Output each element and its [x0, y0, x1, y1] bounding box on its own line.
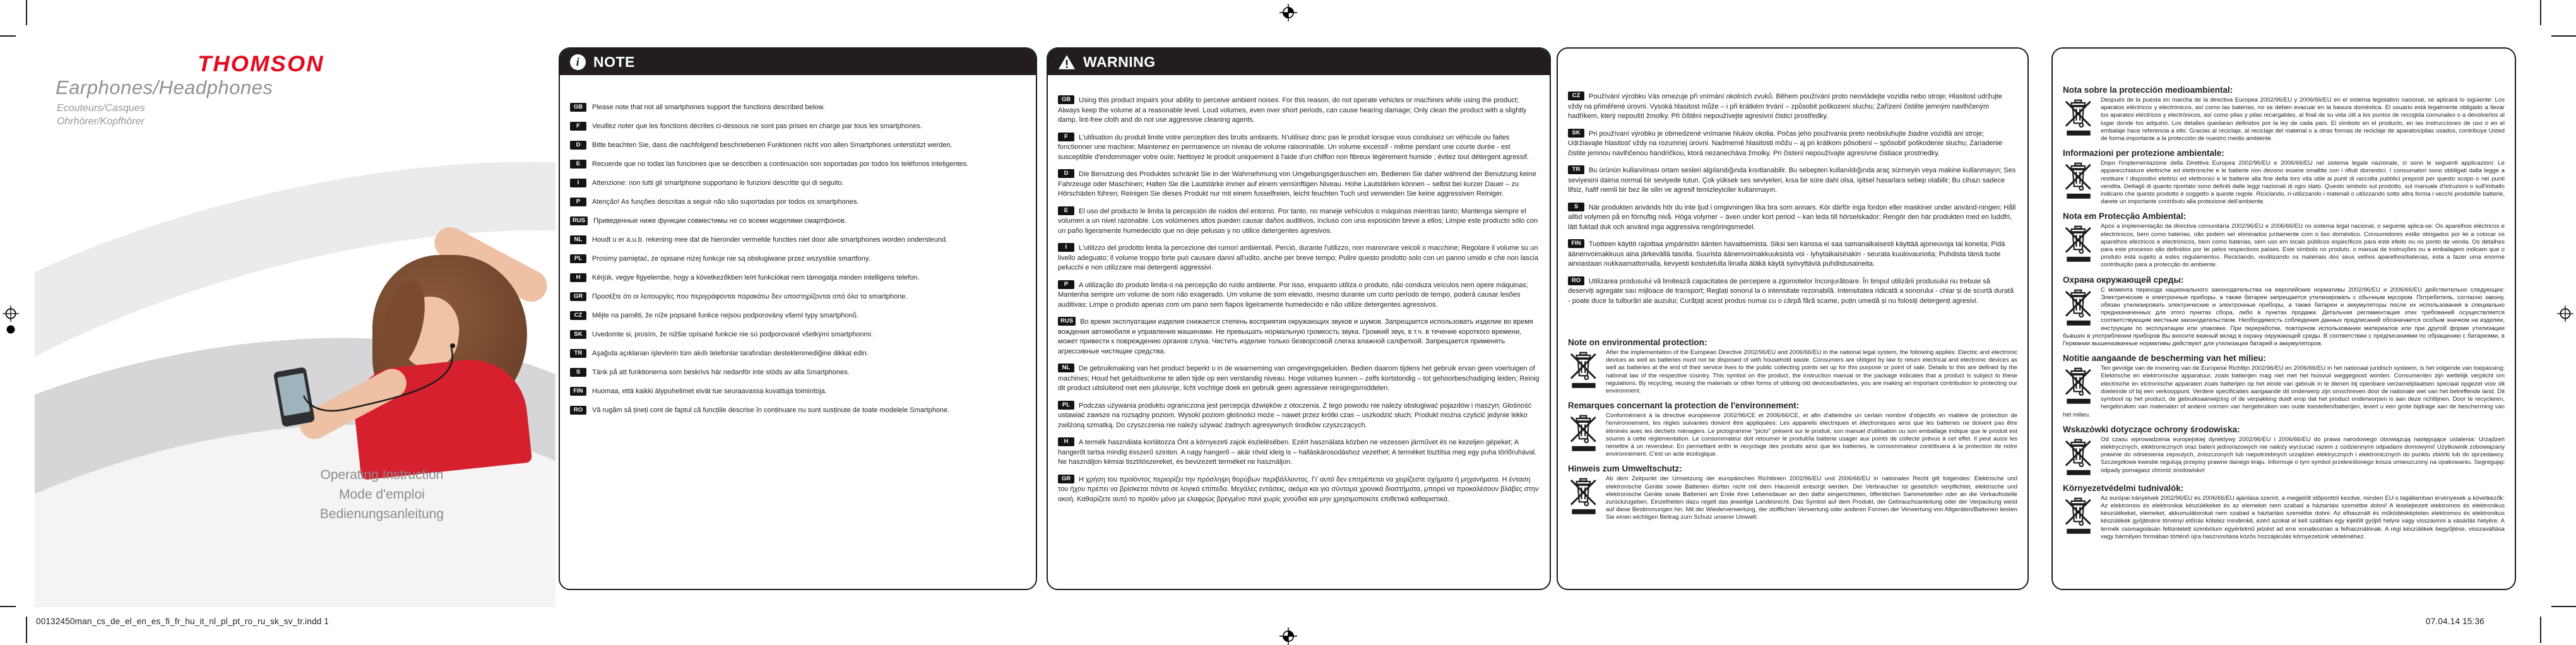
warning-paragraph	[1568, 165, 2017, 196]
env-note-list-2	[2053, 49, 2515, 541]
registration-mark-left	[3, 305, 19, 322]
note-row	[570, 198, 1027, 207]
crop-mark	[2551, 606, 2576, 607]
env-note-section	[1568, 464, 2017, 521]
env-note-heading: Notitie aangaande de bescherming van het milieu:	[2063, 353, 2266, 364]
instruction-line: Operating Instruction	[320, 468, 444, 482]
note-row	[570, 160, 1027, 169]
language-badge: P	[1058, 280, 1074, 289]
language-badge: PL	[570, 254, 586, 263]
note-panel-header	[560, 49, 1036, 75]
warning-paragraph	[1568, 203, 2017, 233]
warning-triangle-icon	[1058, 54, 1076, 70]
note-row	[570, 216, 1027, 226]
warning-paragraph	[1058, 133, 1540, 163]
env-note-body	[2063, 160, 2505, 206]
note-row	[570, 368, 1027, 377]
cover-page	[35, 0, 555, 607]
crop-mark	[0, 606, 16, 607]
language-badge: H	[570, 273, 586, 282]
warning-text: Η χρήση του προϊόντος περιορίζει την πρόσληψη θορύβων περιβάλλοντος. Γι' αυτό δεν επιτρέπεται να χειρίζεστε οχήματα ή μηχανήματα. Η ένταση του ήχου πρέπει να βρίσκεται πάντα σε λογικά επίπεδα. Μεγάλες εντάσεις, ακόμα και για σύντομα χρονικά διαστήματα, μπορεί να προκαλέσουν βλάβες στην ακοή. Καθαρίζετε αυτό το προϊόν μόνο με ελαφρώς βρεγμένο πανί χωρίς χνούδια και μην χρησιμοποιείτε επιθετικά καθαριστικά.	[1058, 475, 1539, 503]
warning-panel-title: WARNING	[1083, 53, 1156, 70]
language-badge: RUS	[1058, 317, 1076, 326]
env-note-section	[2063, 211, 2505, 269]
env-note-heading: Охрана окружающей среды:	[2063, 275, 2184, 285]
note-text: Huomaa, että kaikki älypuhelimet eivät tue seuraavassa kuvattuja toimintoja.	[592, 388, 827, 395]
weee-crossed-bin-icon	[2064, 366, 2093, 405]
env-note-heading: Remarques concernant la protection de l'environnement:	[1568, 401, 1800, 411]
env-note-text: After the implementation of the European Directive 2002/96/EU and 2006/66/EU in the national legal system, the following applies: Electric and electronic devices as well as batteries must not be disposed of with household waste. Consumers are obliged by law to return electrical and electronic devices as well as batteries at the end of their service lives to the public collecting points set up for this purpose or point of sale. Details to this are defined by the national law of the respective country. This symbol on the product, the instruction manual or the package indicates that a product is subject to these regulations. By recycling, reusing the materials or other forms of utilising old devices/batteries, you are making an important contribution to protecting our environment.	[1606, 349, 2017, 395]
weee-crossed-bin-icon	[2064, 496, 2093, 535]
language-badge: GR	[1058, 475, 1074, 483]
warning-paragraph	[1058, 475, 1540, 505]
registration-mark-bottom	[1279, 627, 1297, 645]
env-note-section	[2063, 148, 2505, 206]
environment-panel	[2051, 47, 2516, 590]
instruction-line: Mode d'emploi	[339, 487, 425, 502]
env-note-body	[1568, 349, 2017, 395]
language-badge: FIN	[1568, 239, 1584, 248]
warning-paragraph	[1058, 280, 1540, 311]
note-row	[570, 179, 1027, 188]
warning-text: När produkten används hör du inte ljud i omgivningen lika bra som annars. Kör därför inga fordon eller maskiner under använd-ningen; Håll alltid volymen på en förnuftig nivå. Höga volymer – även under kort period – kan leda till hörselskador; Rengör den här produkten med en luddfri, lätt fuktad duk och använd inga aggressiva rengöringsmedel.	[1568, 203, 2016, 231]
env-note-heading: Nota em Protecção Ambiental:	[2063, 211, 2187, 222]
env-note-heading: Informazioni per protezione ambientale:	[2063, 148, 2224, 158]
note-row	[570, 349, 1027, 358]
env-note-text: Od czasu wprowadzenia europejskiej dyrektywy 2002/96/EU i 2006/66/EU do prawa narodowego obowiązują następujące ustalenia: Urządzeń elektrycznych, elektronicznych oraz baterii jednorazowych nie należy wyrzucać razem z codziennymi odpadami domowymi! Użytkownik zobowiązany prawnie do odniesienia zepsutych, zniszczonych lub niepotrzebnych urządzeń elektrycznych i elektronicznych do punktu zbiórki lub do sprzedawcy. Szczegółowe kwestie regulują przepisy prawne danego kraju. Informuje o tym symbol przekreślonego kosza umieszczony na opakowaniu. Segregując odpady pomagasz chronić środowisko!	[2101, 435, 2505, 474]
note-row	[570, 122, 1027, 131]
env-note-body	[2063, 223, 2505, 269]
language-badge: H	[1058, 437, 1074, 446]
note-row	[570, 235, 1027, 245]
env-note-body	[1568, 412, 2017, 458]
language-badge: SK	[570, 330, 586, 339]
env-note-section	[2063, 275, 2505, 348]
note-text: Bitte beachten Sie, dass die nachfolgend beschriebenen Funktionen nicht von allen Smartphones unterstützt werden.	[592, 141, 953, 149]
warning-continuation-panel	[1557, 47, 2029, 590]
product-title-german: Ohrhörer/Kopfhörer	[57, 116, 145, 127]
env-note-text: Conformément à la directive européenne 2002/96/CE et 2006/66/CE, et afin d'atteindre un certain nombre d'objectifs en matière de protection de l'environnement, les règles suivantes doivent être appliquées: Les appareils électriques et électroniques ainsi que les batteries ne doivent pas être éliminés avec les déchets ménagers. Le pictogramme "picto" présent sur le produit, son manuel d'utilisation ou son emballage indique que le produit est soumis à cette réglementation. Le consommateur doit retourner le produit/la batterie usager aux points de collecte prévus à cet effet. Il peut aussi les remettre à un revendeur. En permettant enfin le recyclage des produits ainsi que les batteries, le consommateur contribuera à la protection de notre environnement. C'est un acte écologique.	[1606, 412, 2017, 458]
env-note-section	[2063, 85, 2505, 143]
note-row	[570, 273, 1027, 283]
warning-paragraph	[1568, 92, 2017, 122]
env-note-section	[2063, 353, 2505, 418]
crop-mark	[26, 617, 27, 643]
note-text: Veuillez noter que les fonctions décrites ci-dessous ne sont pas prises en charge par tous les smartphones.	[592, 122, 922, 130]
env-note-body	[2063, 495, 2505, 541]
note-panel-title: NOTE	[593, 53, 635, 70]
weee-crossed-bin-icon	[1569, 476, 1598, 516]
warning-text: Používání výrobku Vás omezuje při vnímání okolních zvuků. Během používání proto neovládejte vozidla nebo stroje; Hlasitost udržujte vždy na přiměřené úrovni. Vysoká hlasitost může – i při krátkém trvání – způsobit poškození sluchu; Zařízení čistěte jemným navlhčeným hadříkem, který nepouští žmolky. Při čištění nepoužívejte agresivní čisticí prostředky.	[1568, 93, 2002, 120]
language-badge: D	[1058, 169, 1074, 178]
note-text: Προσέξτε ότι οι λειτουργίες που περιγράφονται παρακάτω δεν υποστηρίζονται από όλα τα smartphone.	[592, 293, 908, 300]
env-note-body	[2063, 287, 2505, 348]
crop-mark	[26, 0, 27, 25]
weee-crossed-bin-icon	[2064, 288, 2093, 327]
note-text: Uvedomte si, prosím, že nižšie opísané funkcie nie sú podporované všetkými smartphonmi.	[592, 331, 874, 338]
warning-text: Die Benutzung des Produktes schränkt Sie in der Wahrnehmung von Umgebungsgeräuschen ein. Bedienen Sie daher während der Benutzung keine Fahrzeuge oder Maschinen; Halten Sie die Lautstärke immer auf einem vernünftigen Niveau. Hohe Lautstärken können – selbst bei kurzer Dauer – zu Hörschäden führen; Reinigen Sie dieses Produkt nur mit einem fusselfreien, leicht feuchten Tuch und verwenden Sie keine aggressiven Reiniger.	[1058, 170, 1536, 198]
warning-text: Во время эксплуатации изделия снижается степень восприятия окружающих звуков и шумов. Запрещается использовать изделие во время вождения автомобиля и управления машинами. Не превышать нормальную громкость звука. Громкий звук, в т.ч. в течение короткого времени, может привести к повреждению органов слуха. Чистить изделие только безворсовой слегка влажной салфеткой. Запрещается применять агрессивные чистящие средства.	[1058, 318, 1533, 355]
note-text: Prosimy pamiętać, że opisane niżej funkcje nie są obsługiwane przez wszystkie smartfony.	[592, 255, 870, 263]
note-text: Приведенные ниже функции совместимы не со всеми моделями смартфонов.	[593, 217, 846, 225]
language-badge: GB	[570, 103, 586, 112]
language-badge: E	[570, 160, 586, 169]
language-badge: RO	[570, 406, 586, 415]
env-note-heading: Wskazówki dotyczące ochrony środowiska:	[2063, 424, 2240, 434]
product-title-french: Ecouteurs/Casques	[57, 103, 145, 114]
env-note-text: Ten gevolge van de invoering van de Europese Richtlijn 2002/96/EU en 2006/66/EU in het nationaal juridisch systeem, is het volgende van toepassing: Elektrische en elektronische apparatuur, zoals batterijen mag niet met het huisvuil weggegooid worden. Consumenten zijn wettelijk verplicht om electrische en elctronische apparaten zoals batterijen op het einde van gebruik in te dienen bij openbare verzamelplaatsen speciaal opgezet voor dit doeleinde of bij een verkooppunt. Verdere specificaties aangaande dit onderwerp zijn omschreven door de nationale wet van het betreffende land. Dit symbool op het product, de gebruiksaanwijzing of de verpakking duidt erop dat het product onderworpen is aan deze richtlijnen. Door te recycleren, hergebruiken van materialen of andere vormen van hergebruiken van oude toestellen/batterijen, levert u een grote bijdrage aan de bescherming van het milieu.	[2063, 365, 2505, 418]
warning-paragraph	[1058, 401, 1540, 431]
language-badge: PL	[1058, 401, 1074, 410]
warning-text: El uso del producto le limita la percepción de ruidos del entorno. Por tanto, no maneje vehículos o máquinas mientras tanto; Mantenga siempre el volumen a un nivel razonable. Los volúmenes altos pueden causar daños auditivos, incluso con una exposición breve a ellos; Limpie este producto sólo con un paño ligeramente humedecido que no deje pelusas y no utilice detergentes agresivos.	[1058, 207, 1538, 235]
warning-paragraph	[1568, 129, 2017, 159]
language-badge: GR	[570, 292, 586, 301]
language-badge: NL	[1058, 364, 1074, 372]
warning-text: A utilização do produto limita-o na percepção do ruído ambiente. Por isso, enquanto utiliza o produto, não conduza veículos nem opere máquinas; Mantenha sempre um volume de som não exagerado. Um volume de som elevado, mesmo durante um curto período de tempo, poderá causar lesões auditivas; Limpe o produto apenas com um pano sem fiapos ligeiramente humedecido e não utilize detergentes agressivos.	[1058, 281, 1528, 309]
note-text: Kérjük, vegye figyelembe, hogy a következőkben leírt funkciókat nem támogatja minden intelligens telefon.	[592, 274, 920, 281]
registration-mark-top	[1279, 4, 1297, 21]
warning-paragraph	[1568, 276, 2017, 307]
language-badge: F	[570, 122, 586, 131]
env-note-heading: Note on environmental protection:	[1568, 338, 1707, 347]
warning-text: Podczas używania produktu ograniczona jest percepcja dźwięków z otoczenia. Z tego powodu nie należy obsługiwać pojazdów i maszyn; Głośność ustawiać zawsze na rozsądny poziom. Wysoki poziom głośności może – nawet przez krótki czas – uszkodzić słuch; Produkt można czyścić jedynie lekko zwilżoną szmatką. Do czyszczenia nie należy używać żadnych agresywnych środków czyszczących.	[1058, 401, 1532, 429]
note-row	[570, 292, 1027, 302]
crop-mark	[2551, 35, 2576, 37]
warning-paragraph	[1568, 239, 2017, 269]
language-badge: S	[570, 368, 586, 377]
language-badge: RUS	[570, 216, 588, 225]
note-text: Houdt u er a.u.b. rekening mee dat de hieronder vermelde functies niet door alle smartphones worden ondersteund.	[592, 236, 948, 244]
note-text: Attenzione: non tutti gli smartphone supportano le funzioni descritte qui di seguito.	[592, 179, 844, 187]
woman-listening-photo	[243, 260, 555, 471]
warning-text: Using this product impairs your ability to perceive ambient noises. For this reason, do not operate vehicles or machines while using the product; Always keep the volume at a reasonable level. Loud volumes, even over short periods, can cause hearing damage; Only clean the product with a slightly damp, lint-free cloth and do not use aggressive cleaning agents.	[1058, 97, 1527, 124]
weee-crossed-bin-icon	[1569, 413, 1598, 453]
note-text: Please note that not all smartphones support the functions described below.	[592, 104, 825, 111]
warning-paragraph	[1058, 317, 1540, 357]
warning-text: Tuotteen käyttö rajoittaa ympäristön äänten havaitsemista. Siksi sen kanssa ei saa samanaikaisesti käyttää ajoneuvoja tai koneita; Pidä äänenvoimakkuus aina järkevällä tasolla. Suurista äänenvoimakkuuksista voi - lyhytaikaisinakin - seurata kuulovaurioita; Puhdista tämä tuote ainoastaan nukkaamattomalla, kevyesti kostutetulla liinalla äläkä käytä syövyttäviä puhdistusaineita.	[1568, 240, 2005, 268]
language-badge: F	[1058, 133, 1074, 141]
language-badge: CZ	[570, 311, 586, 320]
crop-mark	[2540, 0, 2541, 25]
warning-panel	[1047, 47, 1551, 590]
warning-text: Utilizarea produsului vă limitează capacitatea de percepere a zgomotelor înconjurătoare. În timpul utilizării produsului nu trebuie să deserviți agregate sau mijloace de transport; Reglați sonorul la o intensitate rezonabilă. Intensitatea ridicată a sonorului - chiar și de scurtă durată - poate duce la tulburări ale auzului; Curățați acest produs numai cu o cârpă fără scame, puțin umedă și nu folosiți detergenți agresivi.	[1568, 277, 2014, 305]
language-badge: S	[1568, 203, 1584, 211]
note-row	[570, 141, 1027, 150]
note-text: Atenção! As funções descritas a seguir não são suportadas por todos os smartphones.	[592, 198, 859, 206]
warning-text: Bu ürünün kullanılması ortam sesleri algılandığında kısıtlanabilir. Bu sebepten kullanıldığında araç sürmeyin veya makine kullanmayın; Ses seviyesini daima normal bir seviyede tutun. Çok yüksek ses seviyeleri, kısa bir süre dahi olsa, işitsel hasarlara sebep olabilir; Bu cihazı sadece lifsiz, hafif nemli bir bez ile silin ve agresif temizleyiciler kullanmayın.	[1568, 167, 2016, 194]
language-badge: P	[570, 198, 586, 206]
language-badge: TR	[570, 349, 586, 358]
warning-text: De gebruikmaking van het product beperkt u in de waarneming van omgevingsgeluiden. Bedien daarom tijdens het gebruik ervan geen voertuigen of machines; Houd het geluidsvolume te allen tijde op een verstandig niveau. Hoge volumes kunnen – zelfs kortstondig – tot gehoorbeschadiging leiden; Reinig dit product uitsluitend met een pluisvrije, licht vochtige doek en gebruik geen agressieve reinigingsmiddelen.	[1058, 365, 1540, 392]
note-row	[570, 254, 1027, 264]
warning-paragraph	[1058, 169, 1540, 199]
env-note-text: Após a implementação da directiva comunitária 2002/96/EU e 2006/66/EU no sistema legal nacional, o seguinte aplica-se: Os aparelhos eléctricos e electrónicos, bem como baterias, não podem ser eliminados juntamente com o lixo doméstico. Consumidores estão obrigados por lei a colocar os aparelhos eléctricos e electrónicos, bem como baterias, sem uso em locais públicos específicos para este efeito ou no ponto de venda. Os detalhes para este processo são definidos por lei pelos respectivos países. Este símbolo no produto, o manual de instruções ou a embalagem indicam que o produto está sujeito a estes regulamentos. Reciclando, reutilizando os materiais dos seus velhos aparelhos/baterias, esta a fazer uma enorme contribuição para a protecção do ambiente.	[2101, 223, 2505, 269]
document-slug: 00132450man_cs_de_el_en_es_fi_fr_hu_it_nl_pl_pt_ro_ru_sk_sv_tr.indd 1	[36, 617, 329, 626]
weee-crossed-bin-icon	[2064, 437, 2093, 476]
env-note-text: Dopo l'implementazione della Direttiva Europea 2002/96/EU e 2006/66/EU nel sistema legale nazionale, ci sono le seguenti applicazioni: Le apparecchiature elettriche ed elettroniche e le batterie non devono essere smaltite con i rifiuti domestici. I consumatori sono obbligati dalla legge a restituire I dispositivi elettrici ed elettronici e le batterie alla fine della loro vita utile ai punti di raccolta pubblici preposti per questo scopo o nei punti vendita. Dettagli di quanto riportato sono definiti dalle leggi nazionali di ogni stato. Questo simbolo sul prodotto, sul manuale d'istruzioni o sull'imballo indicano che questo prodotto è soggetto a queste regole. Riciclando, ri-utilizzando i materiali o utilizzando sotto altra forma i vecchi prodotti/le batterie, darete un importante contributo alla protezione dell'ambiente.	[2101, 160, 2505, 206]
env-note-body	[1568, 475, 2017, 521]
env-note-body	[2063, 436, 2505, 475]
language-badge: E	[1058, 206, 1074, 215]
note-text: Mějte na paměti, že níže popsané funkce nejsou podporovány všemi typy smartphonů.	[592, 312, 858, 319]
language-badge: CZ	[1568, 92, 1584, 100]
language-badge: TR	[1568, 165, 1584, 174]
instruction-line: Bedienungsanleitung	[319, 507, 444, 521]
earphone-cable	[243, 260, 555, 471]
language-badge: FIN	[570, 387, 586, 396]
env-note-heading: Környezetvédelmi tudnivalók:	[2063, 483, 2184, 493]
warning-paragraph	[1058, 206, 1540, 237]
warning-text: Pri používaní výrobku je obmedzené vnímanie hlukov okolia. Počas jeho používania preto neobsluhujte žiadne vozidlá ani stroje; Udržiavajte hlasitosť vždy na rozumnej úrovni. Nadmerné hlasitosti môžu – aj pri krátkom pôsobení – spôsobiť poškodenie sluchu; Zariadenie čistite jemnou navlhčenou handričkou, ktorá nezanecháva žmolky. Pri čistení nepoužívajte agresívne čistiace prostriedky.	[1568, 129, 2003, 157]
warning-paragraph	[1058, 95, 1540, 126]
env-note-section	[1568, 338, 2017, 395]
note-text: Aşağıda açıklanan işlevlerin tüm akıllı telefonlar tarafından desteklenmediğine dikkat edin.	[592, 350, 869, 357]
note-row	[570, 311, 1027, 321]
note-row	[570, 387, 1027, 396]
env-note-body	[2063, 365, 2505, 418]
env-note-text: Ab dem Zeitpunkt der Umsetzung der europäischen Richtlinien 2002/96/EU und 2006/66/EU in nationales Recht gilt folgendes: Elektrische und elektronische Geräte sowie Batterien dürfen nicht mit dem Hausmüll entsorgt werden. Der Verbraucher ist gesetzlich verpflichtet, elektrische und elektronische Geräte sowie Batterien am Ende ihrer Lebensdauer an den dafür eingerichteten, öffentlichen Sammelstellen oder an die Verkaufsstelle zurückzugeben. Einzelheiten dazu regelt das jeweilige Landesrecht. Das Symbol auf dem Produkt, der Gebrauchsanleitung oder der Verpackung weist auf diese Bestimmungen hin. Mit der Wiederverwertung, der stofflichen Verwertung oder anderen Formen der Verwertung von Altgeräten/Batterien leisten Sie einen wichtigen Beitrag zum Schutz unserer Umwelt.	[1606, 475, 2017, 521]
warning-paragraph-list	[1048, 75, 1550, 504]
crop-mark	[0, 35, 16, 37]
warning-text: L'utilizzo del prodotto limita la percezione dei rumori ambientali. Perciò, durante l'utilizzo, non manovrare veicoli o macchine; Regolare il volume su un livello adeguato; Il volume troppo forte può causare danni all'udito, anche per breve tempo; Pulire questo prodotto solo con un panno umido e che non lascia pelucchi e non utilizzare mai detergenti aggressivi.	[1058, 244, 1538, 271]
env-note-heading: Hinweis zum Umweltschutz:	[1568, 464, 1682, 474]
language-badge: I	[570, 179, 586, 187]
env-note-text: Después de la puesta en marcha de la directiva Europea 2002/96/EU y 2006/66/EU en el sistema legislativo nacional, se aplicará lo siguiente: Los aparatos eléctricos y electrónicos, así como las baterías, no se deben evacuar en la basura doméstica. El usuario está legalmente obligado a llevar los aparatos eléctricos y electrónicos, así como pilas y pilas recargables, al final de su vida útil a los puntos de recogida comunales o a devolverlos al lugar donde los adquirió. Los detalles quedaran definidos por la ley de cada país. El símbolo en el producto, en las instrucciones de uso o en el embalaje hace referencia a ello. Gracias al reciclaje, al reciclaje del material o a otras formas de reciclaje de aparatos/pilas usados, contribuye Usted de forma importante a la protección de nuestro medio ambiente.	[2101, 97, 2505, 143]
print-timestamp: 07.04.14 15:36	[2426, 617, 2484, 626]
language-badge: NL	[570, 235, 586, 244]
language-badge: GB	[1058, 95, 1074, 104]
env-note-section	[2063, 483, 2505, 541]
crop-mark	[2540, 617, 2541, 643]
language-badge: RO	[1568, 276, 1584, 285]
note-panel	[559, 47, 1037, 590]
weee-crossed-bin-icon	[2064, 98, 2093, 137]
note-row	[570, 330, 1027, 340]
note-language-list	[560, 75, 1036, 415]
warning-paragraph	[1058, 243, 1540, 273]
note-row	[570, 406, 1027, 415]
note-text: Vă rugăm să țineți cont de faptul că funcțiile descrise în continuare nu sunt susținute de toate modelele Smartphone.	[592, 406, 950, 414]
warning-text: A termék használata korlátozza Önt a környezeti zajok észlelésében. Ezért használata közben ne vezessen járművet és ne kezeljen gépeket; A hangerőt tartsa mindig ésszerű szinten. A nagy hangerő – akár rövid ideig is – halláskárosodáshoz vezethet; A terméket tisztítsa meg egy puha törlőruhával. Ne használjon kémiai tisztítószereket, és bevizezett terméket ne használjon.	[1058, 439, 1537, 466]
warning-panel-header	[1048, 49, 1550, 75]
weee-crossed-bin-icon	[2064, 224, 2093, 263]
warning-paragraph-list-2	[1558, 49, 2027, 522]
env-note-text: Az európai irányelvek 2002/96/EU és 2006/66/EU ajánlása szerint, a megjelölt időponttól kezdve, minden EU-s tagállamban érvényesek a következők: Az elektromos és elektronikai készülékeket és az elemeket nem szabad a háztartási szemétbe dobni! A leselejtezett elektromos és elektronikus készülékeket, elemeket, akkumulátorokat nem szabad a háztartási szemétbe dobni. Az elhasznált és működésképtelen elektromos és elektronikus készülékek gyűjtésére törvényi előírás kötelez mindenkit, ezért azokat el kell szállítani egy kijelölt gyűjtő helyre vagy visszavinni a vásárlás helyére. A termék csomagolásán feltüntetett szimbólum egyértelmű jelzést ad erre vonatkozóan a felhasználónak. A régi készülékek begyűjtése, visszaváltása vagy bármilyen formában történő újra hasznosítása közös hozzájárulás környezetünk védelméhez.	[2101, 494, 2505, 540]
thomson-logo: THOMSON	[198, 52, 324, 76]
env-note-heading: Nota sobre la protección medioambiental:	[2063, 85, 2233, 95]
warning-paragraph	[1058, 364, 1540, 394]
warning-paragraph	[1058, 437, 1540, 468]
env-note-text: С момента перехода национального законодательства на европейские нормативы 2002/96/EU и 2006/66/EU действительно следующее: Электрические и электронные приборы, а также батареи запрещается утилизировать с обычным мусором. Потребитель, согласно закону, обязан утилизировать электрические и электронные приборы, а также батареи и аккумуляторы после их использования в специально предназначенных для этого пунктах сбора, либо в пунктах продажи. Детальная регламентация этих требований осуществляется соответствующим местным законодательством. Необходимость соблюдения данных предписаний обозначается особым значком на изделии, инструкции по эксплуатации или упаковке. При переработке, повторном использовании материалов или при другой форме утилизации бывших в употреблении приборов Вы вносите важный вклад в охрану окружающей среды. В соответствии с предписаниями по обращению с батареями, в Германии вышеназванные нормативы действуют для утилизации батарей и аккумуляторов.	[2063, 286, 2505, 348]
env-note-list	[1568, 338, 2017, 522]
instruction-labels	[218, 465, 546, 524]
registration-mark-right	[2557, 305, 2573, 322]
env-note-body	[2063, 97, 2505, 143]
env-note-section	[1568, 401, 2017, 458]
note-text: Recuerde que no todas las funciones que se describen a continuación son soportadas por todos los teléfonos inteligentes.	[592, 160, 969, 168]
warning-text: L'utilisation du produit limite votre perception des bruits ambiants. N'utilisez donc pas le produit lorsque vous conduisez un véhicule ou faites fonctionner une machine; Maintenez en permanence un niveau de volume raisonnable. Un volume excessif - même pendant une courte durée - est susceptible d'endommager votre ouïe; Nettoyez le produit uniquement à l'aide d'un chiffon non fibreux légèrement humide ; évitez tout détergent agressif.	[1058, 133, 1529, 161]
weee-crossed-bin-icon	[1569, 350, 1598, 389]
weee-crossed-bin-icon	[2064, 161, 2093, 200]
info-icon: i	[570, 54, 586, 70]
note-text: Tänk på att funktionerna som beskrivs här nedanför inte stöds av alla Smartphones.	[592, 369, 850, 376]
language-badge: D	[570, 141, 586, 150]
color-control-dot	[6, 324, 16, 334]
env-note-section	[2063, 425, 2505, 478]
language-badge: I	[1058, 243, 1074, 252]
language-badge: SK	[1568, 129, 1584, 138]
product-title: Earphones/Headphones	[56, 76, 273, 98]
note-row	[570, 103, 1027, 112]
